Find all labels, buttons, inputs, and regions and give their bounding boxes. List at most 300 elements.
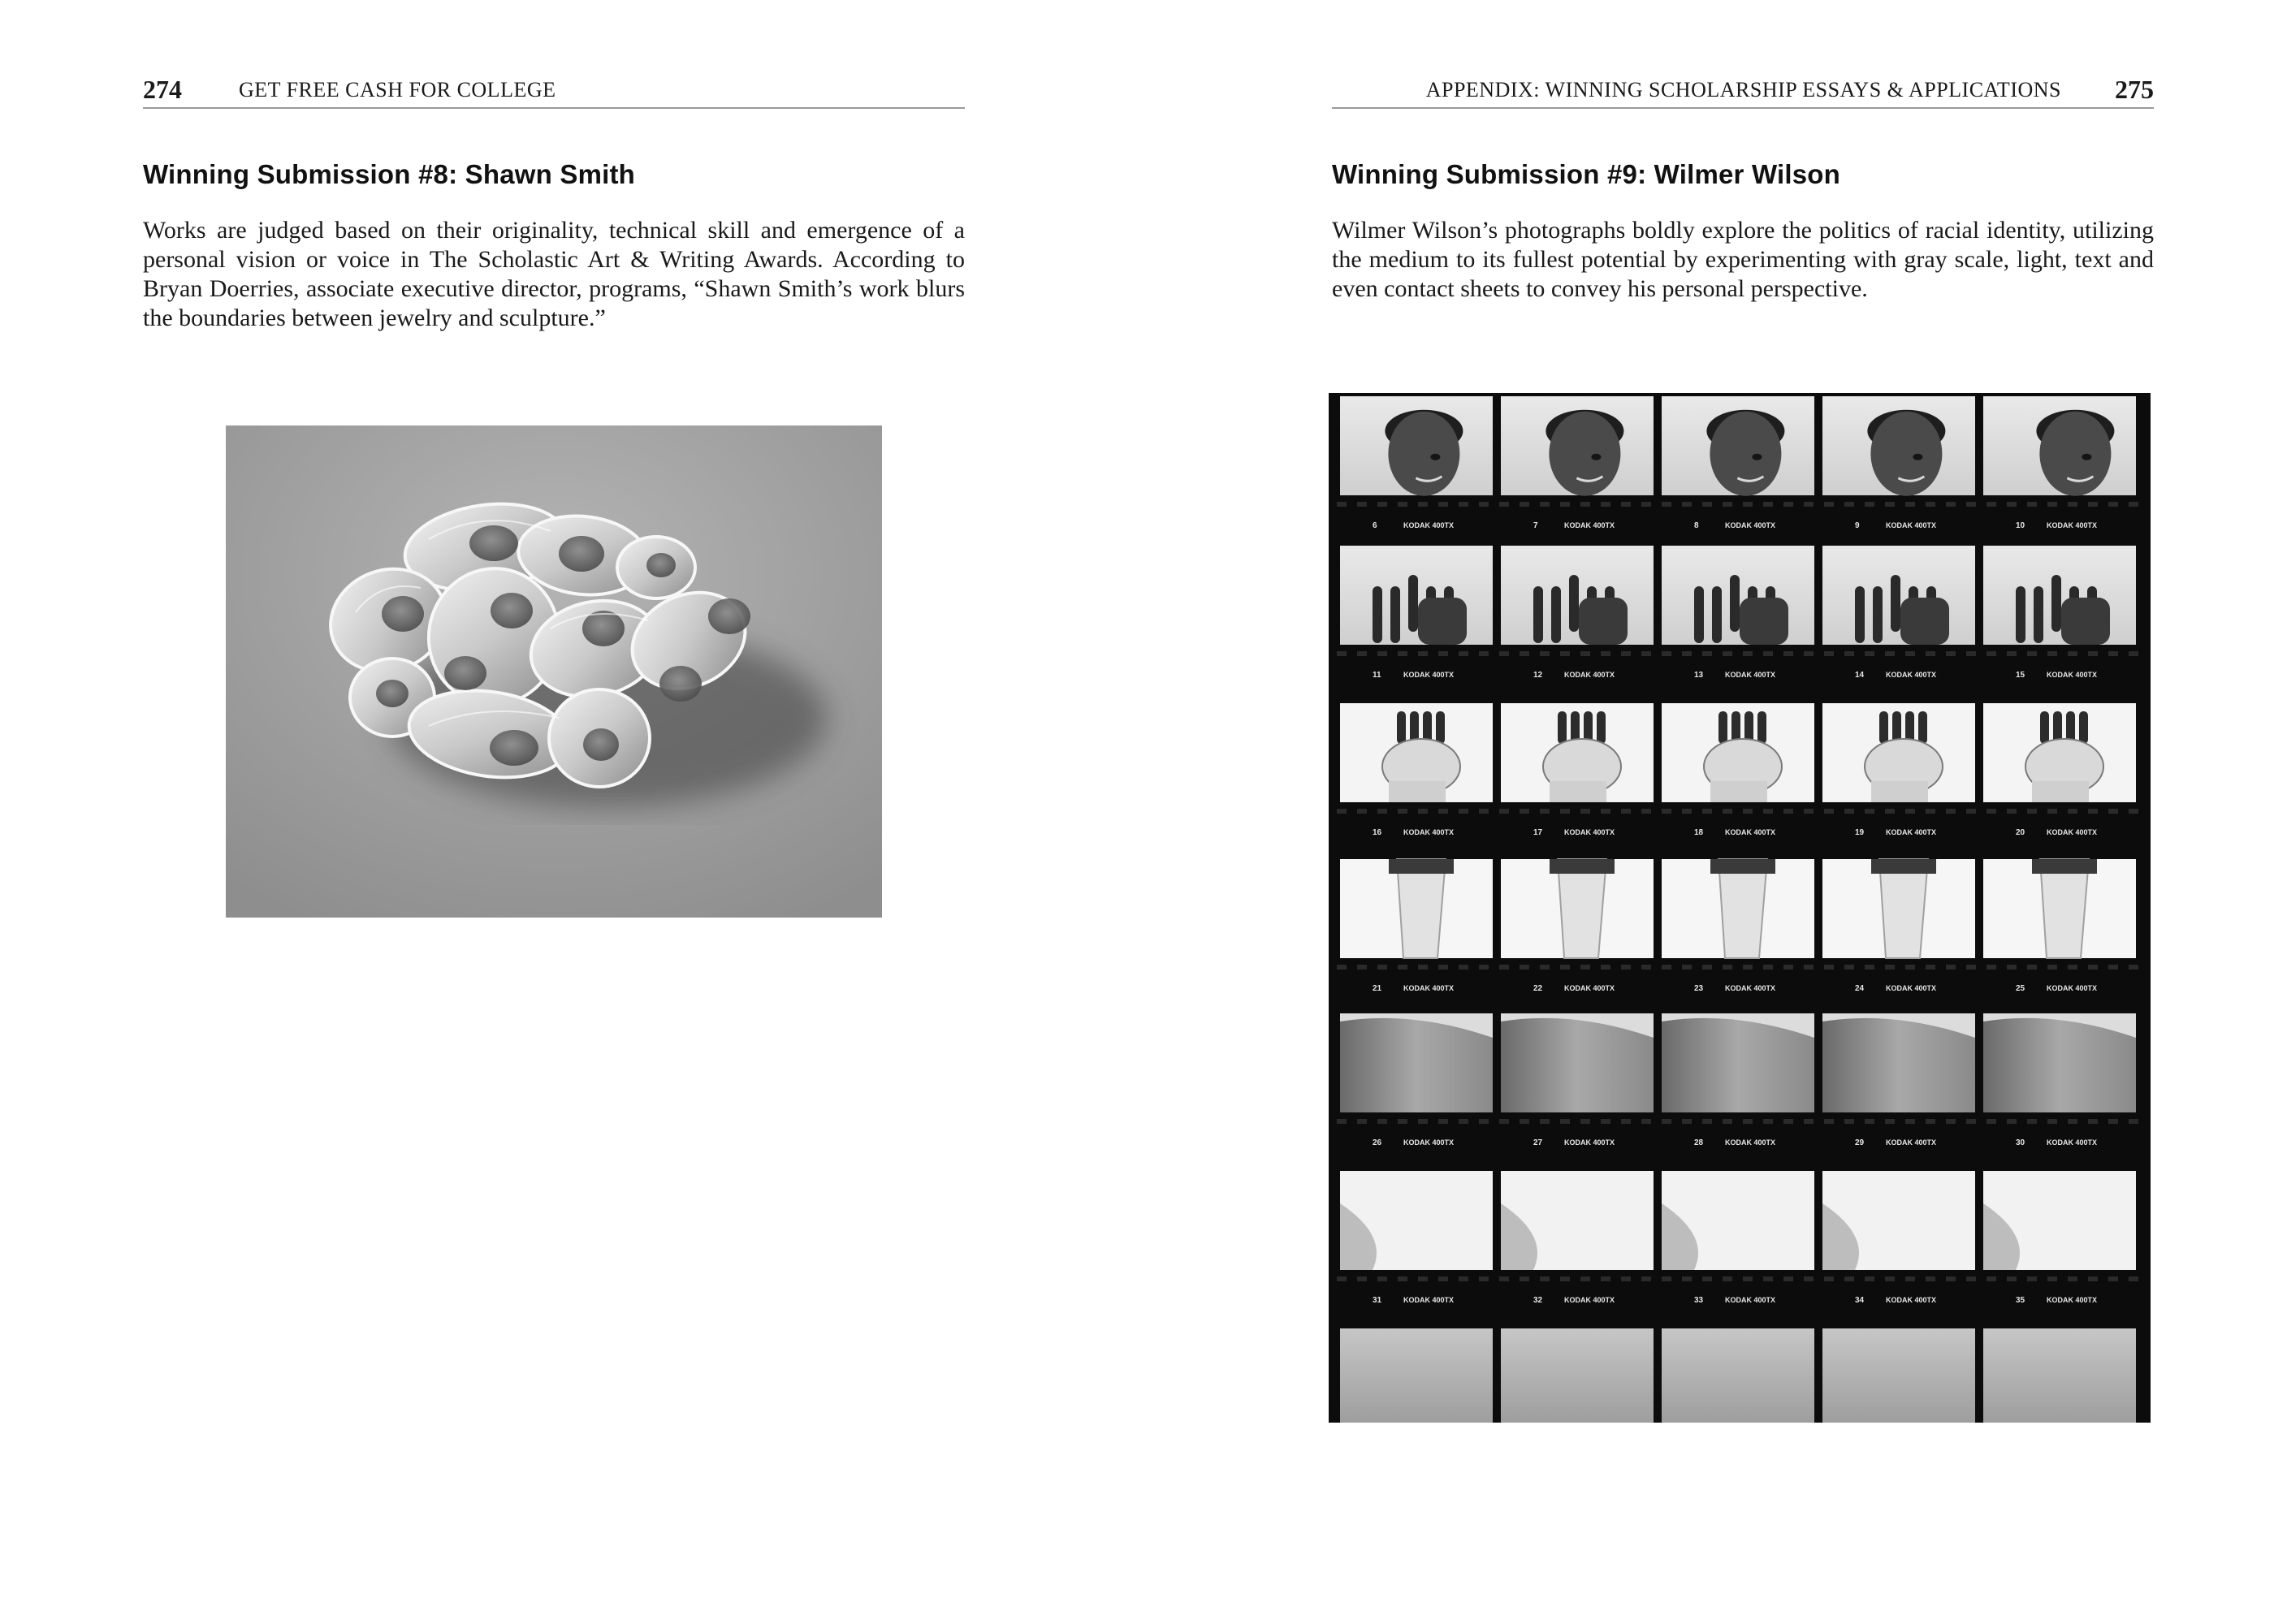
sprocket-hole — [1398, 1119, 1407, 1124]
sprocket-hole — [1946, 1276, 1956, 1281]
face-shape — [2039, 412, 2111, 496]
sprocket-hole — [1601, 965, 1610, 970]
contact-frame — [1501, 703, 1654, 802]
finger-shape — [2016, 586, 2025, 643]
contact-frame — [1822, 859, 1975, 958]
sprocket-hole — [1682, 809, 1692, 814]
contact-frame — [1340, 1013, 1493, 1112]
sprocket-hole — [1682, 1276, 1692, 1281]
film-label: KODAK 400TX — [1403, 828, 1455, 836]
sprocket-hole — [1702, 651, 1712, 656]
sculpture-photograph — [226, 425, 882, 918]
finger-shape — [2079, 711, 2088, 744]
film-label: KODAK 400TX — [1886, 1296, 1937, 1304]
frame-number: 35 — [2016, 1296, 2025, 1305]
section-title-shawn-smith: Winning Submission #8: Shawn Smith — [143, 159, 636, 189]
finger-shape — [2040, 711, 2049, 744]
sprocket-hole — [2068, 651, 2077, 656]
film-label: KODAK 400TX — [1886, 521, 1937, 529]
sprocket-hole — [1763, 965, 1773, 970]
sprocket-hole — [1398, 1276, 1407, 1281]
sprocket-hole — [1743, 1119, 1753, 1124]
sprocket-hole — [1946, 965, 1956, 970]
frame-number: 7 — [1533, 521, 1538, 530]
film-label: KODAK 400TX — [1725, 1296, 1776, 1304]
film-label: KODAK 400TX — [1886, 1138, 1937, 1147]
eye-shape — [1430, 454, 1440, 460]
contact-frame — [1983, 1328, 2136, 1423]
sprocket-hole — [1804, 965, 1814, 970]
sprocket-hole — [1682, 502, 1692, 507]
contact-frame — [1501, 859, 1654, 958]
film-label: KODAK 400TX — [1564, 1138, 1615, 1147]
wrist-shape — [1397, 859, 1446, 958]
sprocket-hole — [2129, 809, 2138, 814]
sprocket-hole — [1783, 965, 1793, 970]
sprocket-hole — [1987, 502, 1996, 507]
sprocket-hole — [1804, 651, 1814, 656]
sprocket-hole — [2088, 1276, 2098, 1281]
frame-number: 33 — [1694, 1296, 1704, 1305]
hand-shadow — [2032, 859, 2097, 874]
film-label: KODAK 400TX — [1564, 828, 1615, 836]
contact-frame — [1662, 1013, 1814, 1112]
sprocket-hole — [1723, 651, 1732, 656]
film-label: KODAK 400TX — [1403, 671, 1455, 679]
sprocket-hole — [1540, 965, 1550, 970]
frame-background — [1983, 1328, 2136, 1423]
film-label: KODAK 400TX — [1725, 828, 1776, 836]
contact-frame — [1662, 546, 1814, 645]
sprocket-hole — [1621, 965, 1631, 970]
sprocket-hole — [1783, 502, 1793, 507]
sprocket-hole — [1824, 1119, 1834, 1124]
frame-number: 32 — [1533, 1296, 1543, 1305]
sprocket-hole — [2129, 651, 2138, 656]
body-paragraph-shawn-smith: Works are judged based on their originality, technical skill and emergence of a personal vision or voice in The Scholastic Art & Writing Awards. According to Bryan Doerries, associate executive director, programs, “Shawn Smith’s work blurs the boundaries between jewelry and sculpture.” — [143, 217, 965, 331]
sprocket-hole — [1987, 1119, 1996, 1124]
sprocket-hole — [1966, 965, 1976, 970]
contact-frame — [1340, 1328, 1493, 1423]
sprocket-hole — [1621, 651, 1631, 656]
eye-shape — [2082, 454, 2091, 460]
sprocket-hole — [1560, 965, 1570, 970]
sprocket-hole — [1540, 1276, 1550, 1281]
frame-number: 19 — [1855, 828, 1865, 837]
page-number-left: 274 — [143, 75, 182, 104]
sprocket-hole — [1804, 1119, 1814, 1124]
sprocket-hole — [2088, 965, 2098, 970]
contact-sheet-illustration — [1329, 393, 2151, 1423]
film-label: KODAK 400TX — [2047, 671, 2098, 679]
sprocket-hole — [1418, 1119, 1428, 1124]
sprocket-hole — [2068, 502, 2077, 507]
frame-number: 13 — [1694, 671, 1704, 680]
finger-shape — [2051, 575, 2061, 632]
eye-shape — [1913, 454, 1922, 460]
sprocket-hole — [2068, 965, 2077, 970]
sprocket-hole — [1865, 1276, 1874, 1281]
sprocket-hole — [1641, 651, 1651, 656]
frame-number: 26 — [1373, 1138, 1382, 1147]
hand-shadow — [1710, 859, 1775, 874]
sprocket-hole — [2047, 651, 2057, 656]
frame-number: 28 — [1694, 1138, 1704, 1147]
sprocket-hole — [1743, 502, 1753, 507]
finger-shape — [1718, 711, 1727, 744]
contact-frame — [1983, 859, 2136, 958]
sprocket-hole — [1580, 1119, 1590, 1124]
frame-number: 15 — [2016, 671, 2025, 680]
sprocket-hole — [1987, 965, 1996, 970]
sprocket-hole — [1743, 1276, 1753, 1281]
frame-number: 27 — [1533, 1138, 1543, 1147]
sprocket-hole — [1662, 809, 1671, 814]
sprocket-hole — [1540, 651, 1550, 656]
sprocket-hole — [2047, 502, 2057, 507]
sprocket-hole — [1682, 965, 1692, 970]
sprocket-hole — [2129, 1119, 2138, 1124]
sprocket-hole — [2007, 1119, 2017, 1124]
sprocket-hole — [1702, 809, 1712, 814]
sprocket-hole — [1641, 809, 1651, 814]
sprocket-hole — [1926, 502, 1935, 507]
sprocket-hole — [1418, 651, 1428, 656]
sprocket-hole — [1763, 1276, 1773, 1281]
finger-shape — [1373, 586, 1382, 643]
sprocket-hole — [1580, 651, 1590, 656]
hand-shadow — [1871, 859, 1936, 874]
running-head-right — [1332, 71, 2154, 109]
sprocket-hole — [1926, 651, 1935, 656]
sprocket-hole — [2047, 1276, 2057, 1281]
sprocket-hole — [1723, 502, 1732, 507]
sprocket-hole — [1966, 1119, 1976, 1124]
sprocket-hole — [1946, 651, 1956, 656]
sprocket-hole — [1946, 809, 1956, 814]
sprocket-hole — [1662, 502, 1671, 507]
sprocket-hole — [1702, 965, 1712, 970]
sprocket-hole — [1601, 502, 1610, 507]
running-head-title-right: APPENDIX: WINNING SCHOLARSHIP ESSAYS & APPLICATIONS — [1425, 78, 2061, 102]
finger-shape — [1879, 711, 1888, 744]
sprocket-hole — [1987, 809, 1996, 814]
sprocket-hole — [1377, 809, 1387, 814]
sprocket-hole — [2088, 502, 2098, 507]
sprocket-hole — [1824, 809, 1834, 814]
sprocket-hole — [2047, 965, 2057, 970]
sprocket-hole — [1499, 809, 1509, 814]
sprocket-hole — [1377, 1119, 1387, 1124]
sprocket-hole — [1560, 809, 1570, 814]
sprocket-hole — [1398, 651, 1407, 656]
sprocket-hole — [1865, 1119, 1874, 1124]
sprocket-hole — [1499, 1276, 1509, 1281]
sprocket-hole — [1520, 502, 1529, 507]
film-label: KODAK 400TX — [1403, 1296, 1455, 1304]
contact-frame — [1662, 396, 1814, 496]
film-label: KODAK 400TX — [1886, 984, 1937, 992]
sprocket-hole — [1357, 809, 1367, 814]
sprocket-hole — [1337, 965, 1347, 970]
sprocket-hole — [2068, 1276, 2077, 1281]
sprocket-hole — [1601, 651, 1610, 656]
finger-shape — [1891, 575, 1900, 632]
sprocket-hole — [1580, 965, 1590, 970]
sprocket-hole — [1520, 965, 1529, 970]
frame-number: 17 — [1533, 828, 1543, 837]
sprocket-hole — [2007, 809, 2017, 814]
face-shape — [1710, 412, 1781, 496]
sprocket-hole — [1865, 651, 1874, 656]
sprocket-hole — [2007, 1276, 2017, 1281]
sprocket-hole — [1702, 1276, 1712, 1281]
wrist-shape — [1879, 859, 1928, 958]
frame-number: 12 — [1533, 671, 1543, 680]
wrist-shape — [2040, 859, 2089, 958]
film-label: KODAK 400TX — [2047, 984, 2098, 992]
sprocket-hole — [1357, 502, 1367, 507]
film-label: KODAK 400TX — [2047, 521, 2098, 529]
sprocket-hole — [1601, 1119, 1610, 1124]
hand-shadow — [1389, 859, 1454, 874]
sprocket-hole — [1418, 1276, 1428, 1281]
sprocket-hole — [2108, 651, 2118, 656]
sprocket-hole — [1702, 1119, 1712, 1124]
sprocket-hole — [2088, 809, 2098, 814]
sprocket-hole — [1641, 1276, 1651, 1281]
sprocket-hole — [1905, 965, 1915, 970]
sprocket-hole — [1580, 502, 1590, 507]
finger-shape — [1757, 711, 1766, 744]
contact-frame — [1983, 1013, 2136, 1112]
finger-shape — [1712, 586, 1722, 643]
sprocket-hole — [1337, 502, 1347, 507]
frame-number: 16 — [1373, 828, 1382, 837]
finger-shape — [1918, 711, 1927, 744]
sprocket-hole — [2088, 651, 2098, 656]
contact-frame — [1340, 1171, 1493, 1270]
sprocket-hole — [2027, 965, 2037, 970]
finger-shape — [1597, 711, 1606, 744]
frame-number: 34 — [1855, 1296, 1865, 1305]
finger-shape — [2034, 586, 2043, 643]
frame-number: 8 — [1694, 521, 1699, 530]
contact-frame — [1822, 1328, 1975, 1423]
sprocket-hole — [2027, 1276, 2037, 1281]
face-shape — [1549, 412, 1620, 496]
sprocket-hole — [2027, 502, 2037, 507]
right-page — [1137, 0, 2274, 1624]
sprocket-hole — [1621, 1276, 1631, 1281]
contact-frame — [1501, 1171, 1654, 1270]
film-label: KODAK 400TX — [1403, 984, 1455, 992]
sprocket-hole — [1459, 502, 1468, 507]
contact-frame — [1983, 703, 2136, 802]
sprocket-hole — [1398, 965, 1407, 970]
finger-shape — [1397, 711, 1406, 744]
sprocket-hole — [1905, 1276, 1915, 1281]
film-label: KODAK 400TX — [2047, 1296, 2098, 1304]
sprocket-hole — [1824, 651, 1834, 656]
frame-number: 18 — [1694, 828, 1704, 837]
sprocket-hole — [2027, 809, 2037, 814]
sprocket-hole — [1560, 1276, 1570, 1281]
sprocket-hole — [1398, 809, 1407, 814]
forearm-shape — [1662, 1018, 1814, 1112]
frame-background — [1662, 1328, 1814, 1423]
sprocket-hole — [1601, 809, 1610, 814]
sprocket-hole — [1885, 1276, 1895, 1281]
film-label: KODAK 400TX — [2047, 1138, 2098, 1147]
sprocket-hole — [2088, 1119, 2098, 1124]
sprocket-hole — [1905, 502, 1915, 507]
sprocket-hole — [2129, 502, 2138, 507]
sprocket-hole — [1885, 809, 1895, 814]
sprocket-hole — [1783, 651, 1793, 656]
film-label: KODAK 400TX — [1564, 671, 1615, 679]
frame-number: 11 — [1373, 671, 1381, 680]
contact-frame — [1822, 396, 1975, 496]
palm-shape — [2061, 598, 2110, 645]
sprocket-hole — [1804, 502, 1814, 507]
sprocket-hole — [1905, 651, 1915, 656]
sprocket-hole — [1905, 809, 1915, 814]
sprocket-hole — [1743, 809, 1753, 814]
sprocket-hole — [1966, 502, 1976, 507]
sprocket-hole — [1885, 502, 1895, 507]
sprocket-hole — [2027, 1119, 2037, 1124]
sprocket-hole — [1946, 502, 1956, 507]
sprocket-hole — [1479, 651, 1489, 656]
face-shape — [1388, 412, 1459, 496]
sprocket-hole — [1865, 965, 1874, 970]
sprocket-hole — [2047, 809, 2057, 814]
finger-shape — [1408, 575, 1418, 632]
sprocket-hole — [1804, 1276, 1814, 1281]
film-label: KODAK 400TX — [1725, 1138, 1776, 1147]
sprocket-hole — [1885, 1119, 1895, 1124]
sprocket-hole — [1459, 1119, 1468, 1124]
sprocket-hole — [1560, 651, 1570, 656]
sprocket-hole — [1560, 1119, 1570, 1124]
sprocket-hole — [2068, 1119, 2077, 1124]
contact-frame — [1662, 1171, 1814, 1270]
finger-shape — [1533, 586, 1543, 643]
sprocket-hole — [1377, 1276, 1387, 1281]
contact-frame — [1501, 1013, 1654, 1112]
sprocket-hole — [1357, 1276, 1367, 1281]
sprocket-hole — [1438, 965, 1448, 970]
sprocket-hole — [1926, 1276, 1935, 1281]
contact-frame — [1662, 859, 1814, 958]
sprocket-hole — [1398, 502, 1407, 507]
contact-frame — [1501, 1328, 1654, 1423]
film-label: KODAK 400TX — [1725, 984, 1776, 992]
sprocket-hole — [1905, 1119, 1915, 1124]
sprocket-hole — [2108, 965, 2118, 970]
finger-shape — [1551, 586, 1561, 643]
sprocket-hole — [1641, 502, 1651, 507]
film-label: KODAK 400TX — [1725, 521, 1776, 529]
sprocket-hole — [2007, 965, 2017, 970]
sprocket-hole — [2108, 1119, 2118, 1124]
finger-shape — [1558, 711, 1567, 744]
sprocket-hole — [1459, 965, 1468, 970]
page-number-right: 275 — [2115, 75, 2154, 104]
sprocket-hole — [1418, 809, 1428, 814]
sprocket-hole — [1520, 651, 1529, 656]
frame-number: 25 — [2016, 984, 2025, 993]
wrist-shape — [1871, 781, 1928, 802]
finger-shape — [1855, 586, 1865, 643]
section-title-wilmer-wilson: Winning Submission #9: Wilmer Wilson — [1332, 159, 1841, 189]
sprocket-hole — [1844, 809, 1854, 814]
frame-background — [1822, 1328, 1975, 1423]
sprocket-hole — [2027, 651, 2037, 656]
sprocket-hole — [1601, 1276, 1610, 1281]
sprocket-hole — [1621, 809, 1631, 814]
finger-shape — [1694, 586, 1704, 643]
contact-frame — [1822, 1013, 1975, 1112]
sprocket-hole — [1641, 965, 1651, 970]
sculpture-illustration — [226, 425, 882, 918]
finger-shape — [1436, 711, 1445, 744]
contact-frame — [1983, 396, 2136, 496]
sprocket-hole — [1926, 809, 1935, 814]
contact-frame — [1822, 703, 1975, 802]
palm-shape — [1900, 598, 1949, 645]
sprocket-hole — [1499, 965, 1509, 970]
sprocket-hole — [1885, 965, 1895, 970]
sprocket-hole — [1337, 1276, 1347, 1281]
sprocket-hole — [1438, 651, 1448, 656]
contact-sheet-photograph — [1329, 393, 2151, 1423]
sprocket-hole — [1682, 651, 1692, 656]
finger-shape — [1569, 575, 1579, 632]
sprocket-hole — [1479, 965, 1489, 970]
sprocket-hole — [1459, 809, 1468, 814]
sprocket-hole — [1357, 651, 1367, 656]
forearm-shape — [1501, 1018, 1654, 1112]
sprocket-hole — [1662, 965, 1671, 970]
sprocket-hole — [1337, 651, 1347, 656]
palm-shape — [1418, 598, 1467, 645]
sprocket-hole — [1987, 651, 1996, 656]
sprocket-hole — [1377, 651, 1387, 656]
sprocket-hole — [1682, 1119, 1692, 1124]
contact-frame — [1340, 703, 1493, 802]
wrist-shape — [1710, 781, 1767, 802]
sprocket-hole — [1824, 502, 1834, 507]
sprocket-hole — [2108, 502, 2118, 507]
sprocket-hole — [1418, 965, 1428, 970]
sprocket-hole — [1743, 651, 1753, 656]
contact-frame — [1340, 396, 1493, 496]
sprocket-hole — [1337, 809, 1347, 814]
sprocket-hole — [1540, 1119, 1550, 1124]
contact-frame — [1501, 396, 1654, 496]
sprocket-hole — [1987, 1276, 1996, 1281]
sprocket-hole — [1499, 1119, 1509, 1124]
face-shape — [1870, 412, 1942, 496]
contact-row-skin-texture — [1340, 1328, 2136, 1423]
sprocket-hole — [1520, 1119, 1529, 1124]
sprocket-hole — [1865, 809, 1874, 814]
frame-number: 21 — [1373, 984, 1382, 993]
sprocket-hole — [1479, 1276, 1489, 1281]
sprocket-hole — [1520, 1276, 1529, 1281]
